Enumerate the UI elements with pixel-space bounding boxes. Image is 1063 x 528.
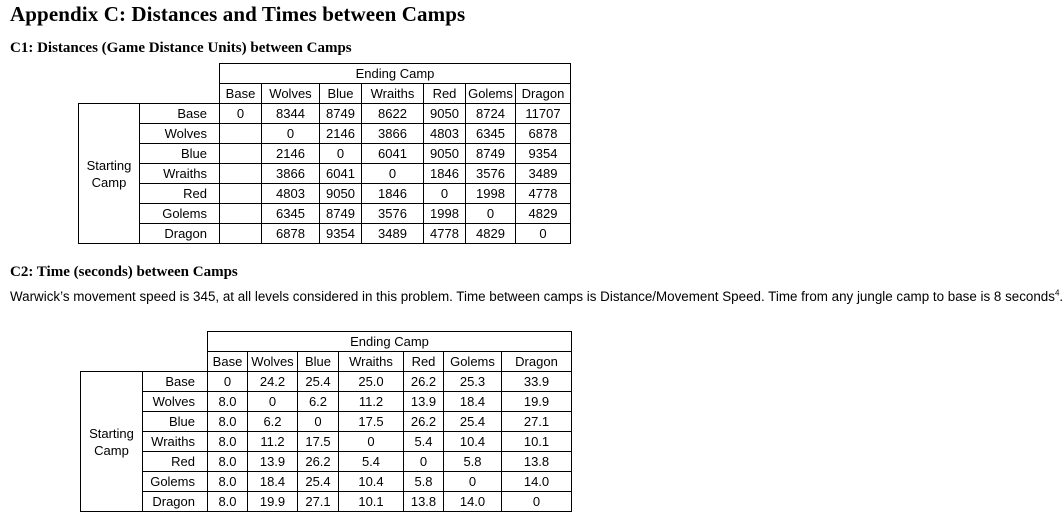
- row-header-blue: Blue: [140, 144, 220, 164]
- table-cell: 9050: [320, 184, 362, 204]
- column-header-wraiths: Wraiths: [339, 352, 404, 372]
- table-row: [79, 164, 571, 184]
- column-header-wolves: Wolves: [248, 352, 298, 372]
- column-header-blue: Blue: [298, 352, 339, 372]
- table-row: [79, 104, 571, 124]
- table-row: [81, 432, 572, 452]
- table-cell: 13.8: [404, 492, 444, 512]
- table-cell: 5.8: [444, 452, 502, 472]
- table-cell: 11.2: [339, 392, 404, 412]
- table-cell: 9050: [424, 144, 466, 164]
- table-cell: 3866: [362, 124, 424, 144]
- table-cell: 0: [444, 472, 502, 492]
- table-cell: 4829: [466, 224, 516, 244]
- starting-camp-header: Starting Camp: [79, 104, 140, 244]
- table-cell: 5.8: [404, 472, 444, 492]
- table-cell: 8.0: [208, 472, 248, 492]
- table-cell: 3489: [516, 164, 571, 184]
- table-cell: 4778: [516, 184, 571, 204]
- table-cell: 26.2: [404, 372, 444, 392]
- column-header-base: Base: [220, 84, 262, 104]
- row-header-blue: Blue: [143, 412, 208, 432]
- table-cell: 6878: [516, 124, 571, 144]
- table-cell: 13.9: [404, 392, 444, 412]
- table-cell: 19.9: [248, 492, 298, 512]
- table-cell: 17.5: [339, 412, 404, 432]
- table-cell: 8749: [320, 104, 362, 124]
- table-cell: 4778: [424, 224, 466, 244]
- table-cell: 0: [298, 412, 339, 432]
- column-header-dragon: Dragon: [516, 84, 571, 104]
- table-cell: 8.0: [208, 492, 248, 512]
- footnote-ref[interactable]: 4: [1054, 288, 1060, 298]
- table-cell: 8724: [466, 104, 516, 124]
- table-cell: 10.4: [444, 432, 502, 452]
- table-cell: 0: [466, 204, 516, 224]
- table-cell: 4803: [262, 184, 320, 204]
- column-header-row: [81, 352, 572, 372]
- row-header-golems: Golems: [140, 204, 220, 224]
- corner-blank: [79, 84, 220, 104]
- table-cell: [220, 144, 262, 164]
- table-cell: 25.4: [298, 472, 339, 492]
- table-cell: [220, 204, 262, 224]
- c2-description-text: Warwick’s movement speed is 345, at all levels considered in this problem. Time between camps is Distance/Movement Speed. Time from any jungle camp to base is 8 seconds: [10, 289, 1055, 304]
- row-header-golems: Golems: [143, 472, 208, 492]
- table-cell: [220, 224, 262, 244]
- table-cell: 8.0: [208, 452, 248, 472]
- row-header-wolves: Wolves: [140, 124, 220, 144]
- corner-blank: [79, 64, 220, 84]
- table-cell: 0: [502, 492, 572, 512]
- column-header-row: [79, 84, 571, 104]
- table-cell: 25.0: [339, 372, 404, 392]
- row-header-base: Base: [140, 104, 220, 124]
- table-cell: 0: [248, 392, 298, 412]
- table-cell: 9050: [424, 104, 466, 124]
- corner-blank: [81, 332, 208, 352]
- table-cell: 10.1: [339, 492, 404, 512]
- row-header-wraiths: Wraiths: [143, 432, 208, 452]
- table-cell: 11.2: [248, 432, 298, 452]
- row-header-red: Red: [140, 184, 220, 204]
- table-cell: 3489: [362, 224, 424, 244]
- c2-description-end: .: [1059, 289, 1063, 304]
- table-row: [79, 224, 571, 244]
- column-header-wraiths: Wraiths: [362, 84, 424, 104]
- table-cell: 0: [362, 164, 424, 184]
- table-cell: 8344: [262, 104, 320, 124]
- table-cell: 3576: [362, 204, 424, 224]
- table-cell: 2146: [320, 124, 362, 144]
- table-cell: 3576: [466, 164, 516, 184]
- table-cell: 6345: [466, 124, 516, 144]
- column-header-wolves: Wolves: [262, 84, 320, 104]
- table-cell: 24.2: [248, 372, 298, 392]
- c1-heading: C1: Distances (Game Distance Units) between Camps: [10, 40, 352, 56]
- table-cell: 27.1: [298, 492, 339, 512]
- row-header-red: Red: [143, 452, 208, 472]
- table-row: [81, 492, 572, 512]
- table-cell: 8.0: [208, 432, 248, 452]
- table-row: [79, 204, 571, 224]
- table-cell: 1998: [424, 204, 466, 224]
- row-header-wolves: Wolves: [143, 392, 208, 412]
- table-cell: 6041: [320, 164, 362, 184]
- table-cell: 6345: [262, 204, 320, 224]
- table-cell: 17.5: [298, 432, 339, 452]
- table-cell: 14.0: [444, 492, 502, 512]
- group-header-row: [79, 64, 571, 84]
- table-cell: 0: [516, 224, 571, 244]
- ending-camp-header: Ending Camp: [220, 64, 571, 84]
- table-cell: 8.0: [208, 392, 248, 412]
- column-header-dragon: Dragon: [502, 352, 572, 372]
- table-cell: 33.9: [502, 372, 572, 392]
- table-cell: 1846: [424, 164, 466, 184]
- column-header-golems: Golems: [466, 84, 516, 104]
- table-cell: 0: [320, 144, 362, 164]
- table-row: [79, 124, 571, 144]
- table-cell: 1998: [466, 184, 516, 204]
- row-header-dragon: Dragon: [140, 224, 220, 244]
- table-cell: 9354: [516, 144, 571, 164]
- table-row: [81, 472, 572, 492]
- page-title: Appendix C: Distances and Times between Camps: [10, 2, 466, 26]
- table-cell: 5.4: [404, 432, 444, 452]
- table-cell: 6041: [362, 144, 424, 164]
- table-cell: 11707: [516, 104, 571, 124]
- row-header-dragon: Dragon: [143, 492, 208, 512]
- column-header-red: Red: [404, 352, 444, 372]
- table-cell: 5.4: [339, 452, 404, 472]
- table-cell: 0: [262, 124, 320, 144]
- table-cell: 8749: [320, 204, 362, 224]
- table-cell: 13.8: [502, 452, 572, 472]
- table-cell: 27.1: [502, 412, 572, 432]
- corner-blank: [81, 352, 208, 372]
- table-cell: 26.2: [404, 412, 444, 432]
- table-cell: 10.1: [502, 432, 572, 452]
- table-cell: 18.4: [248, 472, 298, 492]
- table-row: [81, 372, 572, 392]
- ending-camp-header: Ending Camp: [208, 332, 572, 352]
- table-cell: 0: [404, 452, 444, 472]
- column-header-blue: Blue: [320, 84, 362, 104]
- table-cell: [220, 124, 262, 144]
- table-cell: 0: [208, 372, 248, 392]
- row-header-wraiths: Wraiths: [140, 164, 220, 184]
- c1-distance-table: [78, 63, 571, 244]
- table-cell: 6.2: [298, 392, 339, 412]
- table-cell: 25.3: [444, 372, 502, 392]
- table-cell: 26.2: [298, 452, 339, 472]
- table-cell: 4829: [516, 204, 571, 224]
- table-cell: 14.0: [502, 472, 572, 492]
- table-cell: 9354: [320, 224, 362, 244]
- c2-heading: C2: Time (seconds) between Camps: [10, 264, 238, 280]
- c2-time-table: [80, 331, 572, 512]
- table-cell: 0: [424, 184, 466, 204]
- table-cell: 25.4: [298, 372, 339, 392]
- table-cell: [220, 184, 262, 204]
- table-cell: 2146: [262, 144, 320, 164]
- starting-camp-header: Starting Camp: [81, 372, 143, 512]
- group-header-row: [81, 332, 572, 352]
- table-row: [79, 184, 571, 204]
- column-header-base: Base: [208, 352, 248, 372]
- table-row: [79, 144, 571, 164]
- table-cell: 0: [220, 104, 262, 124]
- table-cell: 0: [339, 432, 404, 452]
- table-row: [81, 392, 572, 412]
- table-cell: 1846: [362, 184, 424, 204]
- table-cell: 6.2: [248, 412, 298, 432]
- table-cell: 8622: [362, 104, 424, 124]
- table-cell: 19.9: [502, 392, 572, 412]
- column-header-golems: Golems: [444, 352, 502, 372]
- table-cell: [220, 164, 262, 184]
- table-row: [81, 412, 572, 432]
- table-cell: 10.4: [339, 472, 404, 492]
- table-cell: 4803: [424, 124, 466, 144]
- table-cell: 25.4: [444, 412, 502, 432]
- column-header-red: Red: [424, 84, 466, 104]
- table-cell: 18.4: [444, 392, 502, 412]
- table-cell: 8749: [466, 144, 516, 164]
- row-header-base: Base: [143, 372, 208, 392]
- table-cell: 13.9: [248, 452, 298, 472]
- table-row: [81, 452, 572, 472]
- table-cell: 8.0: [208, 412, 248, 432]
- c2-description: [10, 287, 1063, 307]
- table-cell: 6878: [262, 224, 320, 244]
- table-cell: 3866: [262, 164, 320, 184]
